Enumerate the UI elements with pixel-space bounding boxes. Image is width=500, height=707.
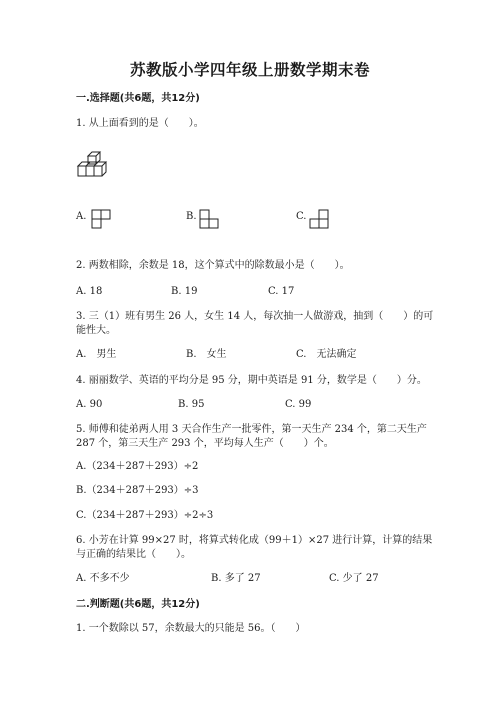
q3-option-b: B. 女生 xyxy=(186,349,227,360)
question-5-text-line2: 287 个，第三天生产 293 个，平均每人生产（ ）个。 xyxy=(76,438,334,449)
q1-option-a-label: A. xyxy=(76,211,87,222)
q1-option-b-figure xyxy=(198,209,222,231)
q4-option-b: B. 95 xyxy=(178,399,205,410)
q6-option-b: B. 多了 27 xyxy=(211,573,261,584)
question-3-text-line2: 能性大。 xyxy=(76,325,116,336)
question-1-text: 1. 从上面看到的是（ ）。 xyxy=(76,118,204,129)
question-2-text: 2. 两数相除，余数是 18，这个算式中的除数最小是（ ）。 xyxy=(76,260,350,271)
q4-option-a: A. 90 xyxy=(76,399,103,410)
q1-option-b-label: B. xyxy=(186,211,197,222)
section-heading-judgement: 二.判断题(共6题，共12分) xyxy=(76,599,200,610)
section-heading-choice: 一.选择题(共6题，共12分) xyxy=(76,93,200,104)
question-5-text-line1: 5. 师傅和徒弟两人用 3 天合作生产一批零件，第一天生产 234 个，第二天生产 xyxy=(76,424,427,435)
question-3-text-line1: 3. 三（1）班有男生 26 人，女生 14 人，每次抽一人做游戏，抽到（ ）的可 xyxy=(76,311,434,322)
q2-option-b: B. 19 xyxy=(171,286,198,297)
q5-option-b: B.（234＋287＋293）÷3 xyxy=(76,485,199,496)
judgement-question-1-text: 1. 一个数除以 57，余数最大的只能是 56。（ ） xyxy=(76,623,306,634)
q3-option-c: C. 无法确定 xyxy=(296,349,357,360)
q1-option-a-figure xyxy=(90,209,112,231)
q1-option-c-label: C. xyxy=(296,211,307,222)
page-title: 苏教版小学四年级上册数学期末卷 xyxy=(129,61,370,79)
q1-option-c-figure xyxy=(308,209,332,231)
question-4-text: 4. 丽丽数学、英语的平均分是 95 分，期中英语是 91 分，数学是（ ）分。 xyxy=(76,375,427,386)
q6-option-a: A. 不多不少 xyxy=(76,573,130,584)
q6-option-c: C. 少了 27 xyxy=(329,573,379,584)
cube-stack-figure xyxy=(76,148,116,182)
question-6-text-line1: 6. 小芳在计算 99×27 时，将算式转化成（99＋1）×27 进行计算，计算的结果 xyxy=(76,535,433,546)
q3-option-a: A. 男生 xyxy=(76,349,117,360)
question-6-text-line2: 与正确的结果比（ ）。 xyxy=(76,549,191,560)
q5-option-a: A.（234＋287＋293）÷2 xyxy=(76,461,199,472)
q5-option-c: C.（234＋287＋293）÷2÷3 xyxy=(76,510,214,521)
q2-option-c: C. 17 xyxy=(268,286,295,297)
q4-option-c: C. 99 xyxy=(285,399,312,410)
q2-option-a: A. 18 xyxy=(76,286,103,297)
